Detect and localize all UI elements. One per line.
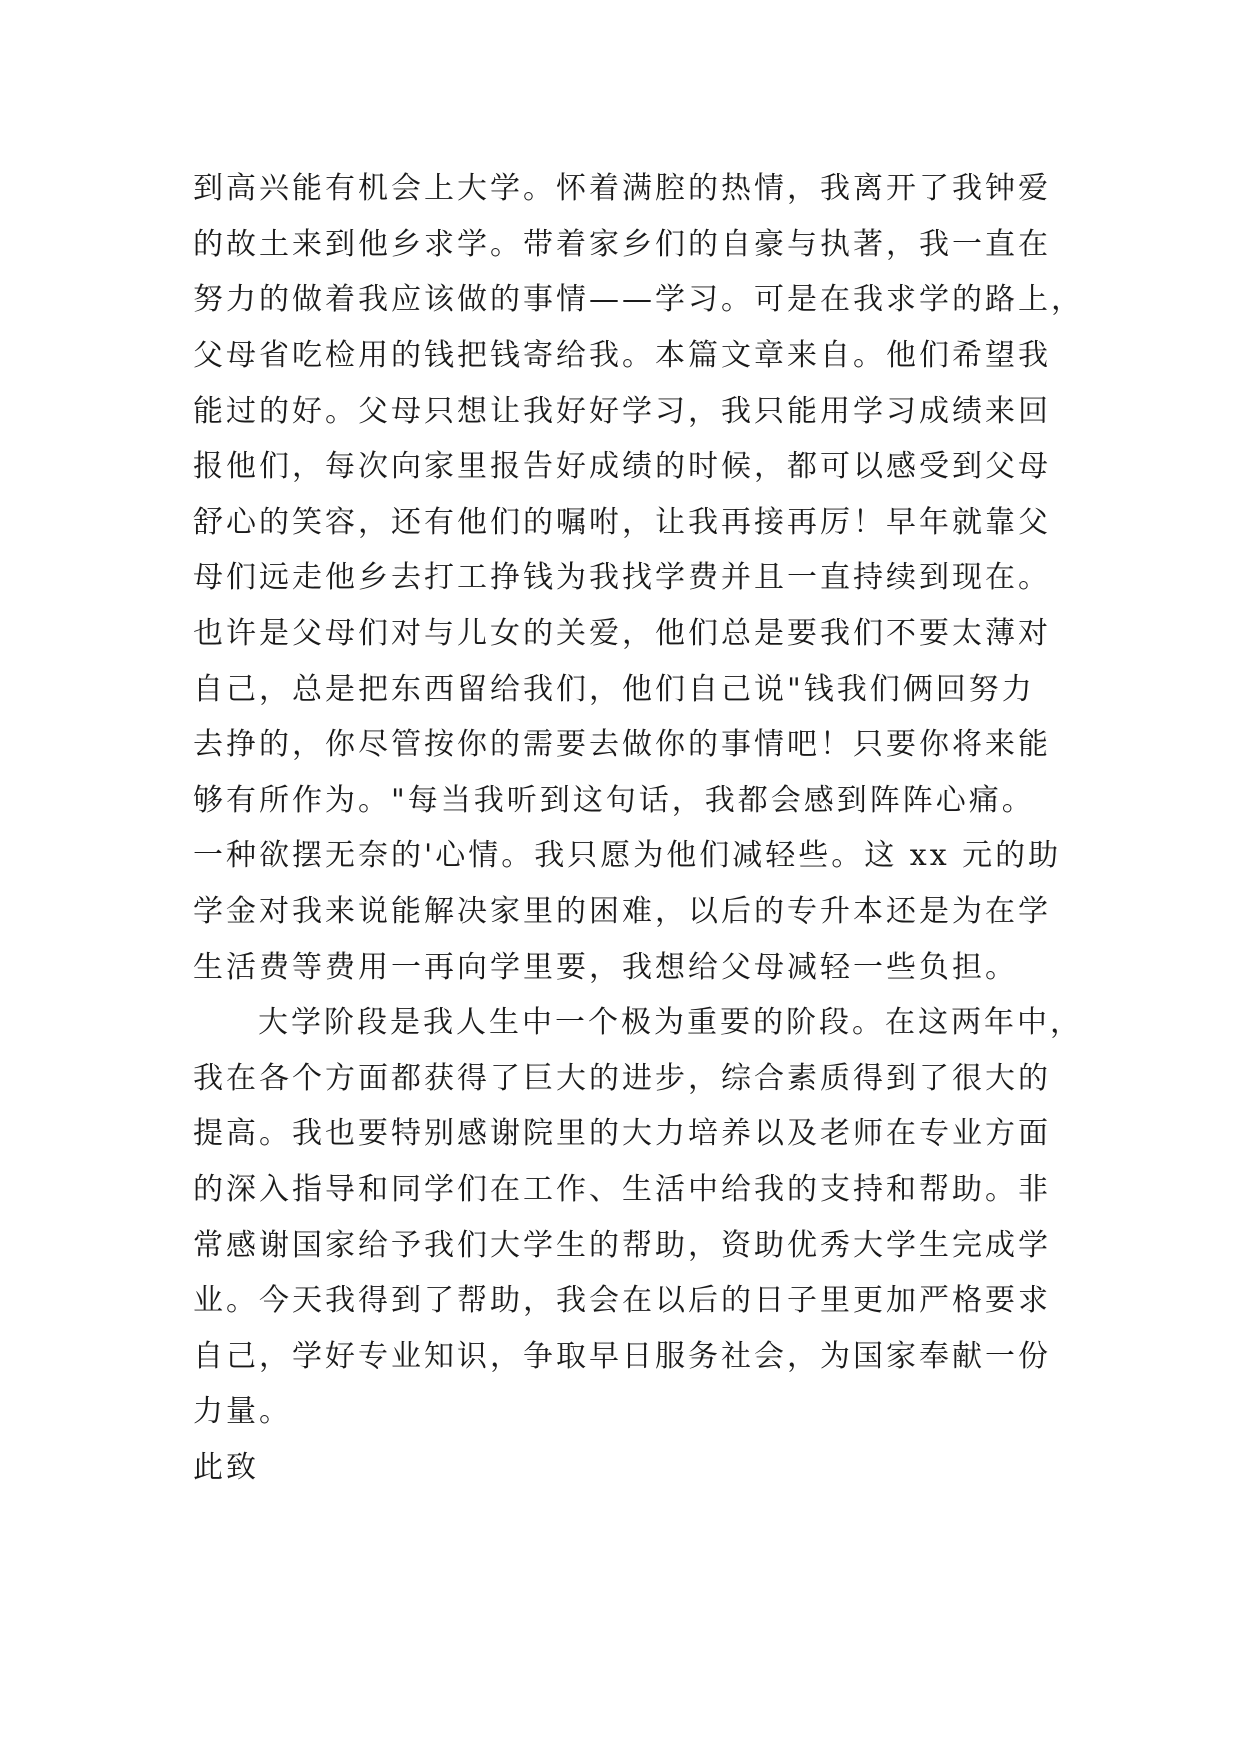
paragraph-line: 业。今天我得到了帮助，我会在以后的日子里更加严格要求 bbox=[193, 1283, 1051, 1318]
paragraph-line: 母们远走他乡去打工挣钱为我找学费并且一直持续到现在。 bbox=[193, 560, 1051, 595]
paragraph-line: 学金对我来说能解决家里的困难，以后的专升本还是为在学 bbox=[193, 894, 1051, 929]
paragraph-line: 自己，学好专业知识，争取早日服务社会，为国家奉献一份 bbox=[193, 1339, 1051, 1374]
paragraph-line: 力量。 bbox=[193, 1394, 292, 1429]
paragraph-line: 父母省吃检用的钱把钱寄给我。本篇文章来自。他们希望我 bbox=[193, 338, 1051, 373]
paragraph-line: 的深入指导和同学们在工作、生活中给我的支持和帮助。非 bbox=[193, 1172, 1051, 1207]
paragraph-line: 努力的做着我应该做的事情——学习。可是在我求学的路上， bbox=[193, 282, 1084, 317]
paragraph-line: 的故土来到他乡求学。带着家乡们的自豪与执著，我一直在 bbox=[193, 227, 1051, 262]
paragraph-line: 生活费等费用一再向学里要，我想给父母减轻一些负担。 bbox=[193, 950, 1018, 985]
paragraph-line: 一种欲摆无奈的'心情。我只愿为他们减轻些。这 xx 元的助 bbox=[193, 838, 1062, 873]
paragraph-line: 到高兴能有机会上大学。怀着满腔的热情，我离开了我钟爱 bbox=[193, 171, 1051, 206]
paragraph-line: 大学阶段是我人生中一个极为重要的阶段。在这两年中， bbox=[258, 1005, 1083, 1040]
paragraph-line: 够有所作为。"每当我听到这句话，我都会感到阵阵心痛。 bbox=[193, 783, 1035, 818]
paragraph-line: 报他们，每次向家里报告好成绩的时候，都可以感受到父母 bbox=[193, 449, 1051, 484]
closing-line: 此致 bbox=[193, 1450, 259, 1485]
paragraph-line: 常感谢国家给予我们大学生的帮助，资助优秀大学生完成学 bbox=[193, 1228, 1051, 1263]
paragraph-line: 自己，总是把东西留给我们，他们自己说"钱我们俩回努力 bbox=[193, 672, 1035, 707]
paragraph-line: 去挣的，你尽管按你的需要去做你的事情吧！只要你将来能 bbox=[193, 727, 1051, 762]
paragraph-line: 能过的好。父母只想让我好好学习，我只能用学习成绩来回 bbox=[193, 394, 1051, 429]
paragraph-line: 舒心的笑容，还有他们的嘱咐，让我再接再厉！早年就靠父 bbox=[193, 505, 1051, 540]
paragraph-line: 提高。我也要特别感谢院里的大力培养以及老师在专业方面 bbox=[193, 1116, 1051, 1151]
paragraph-line: 我在各个方面都获得了巨大的进步，综合素质得到了很大的 bbox=[193, 1061, 1051, 1096]
paragraph-line: 也许是父母们对与儿女的关爱，他们总是要我们不要太薄对 bbox=[193, 616, 1051, 651]
